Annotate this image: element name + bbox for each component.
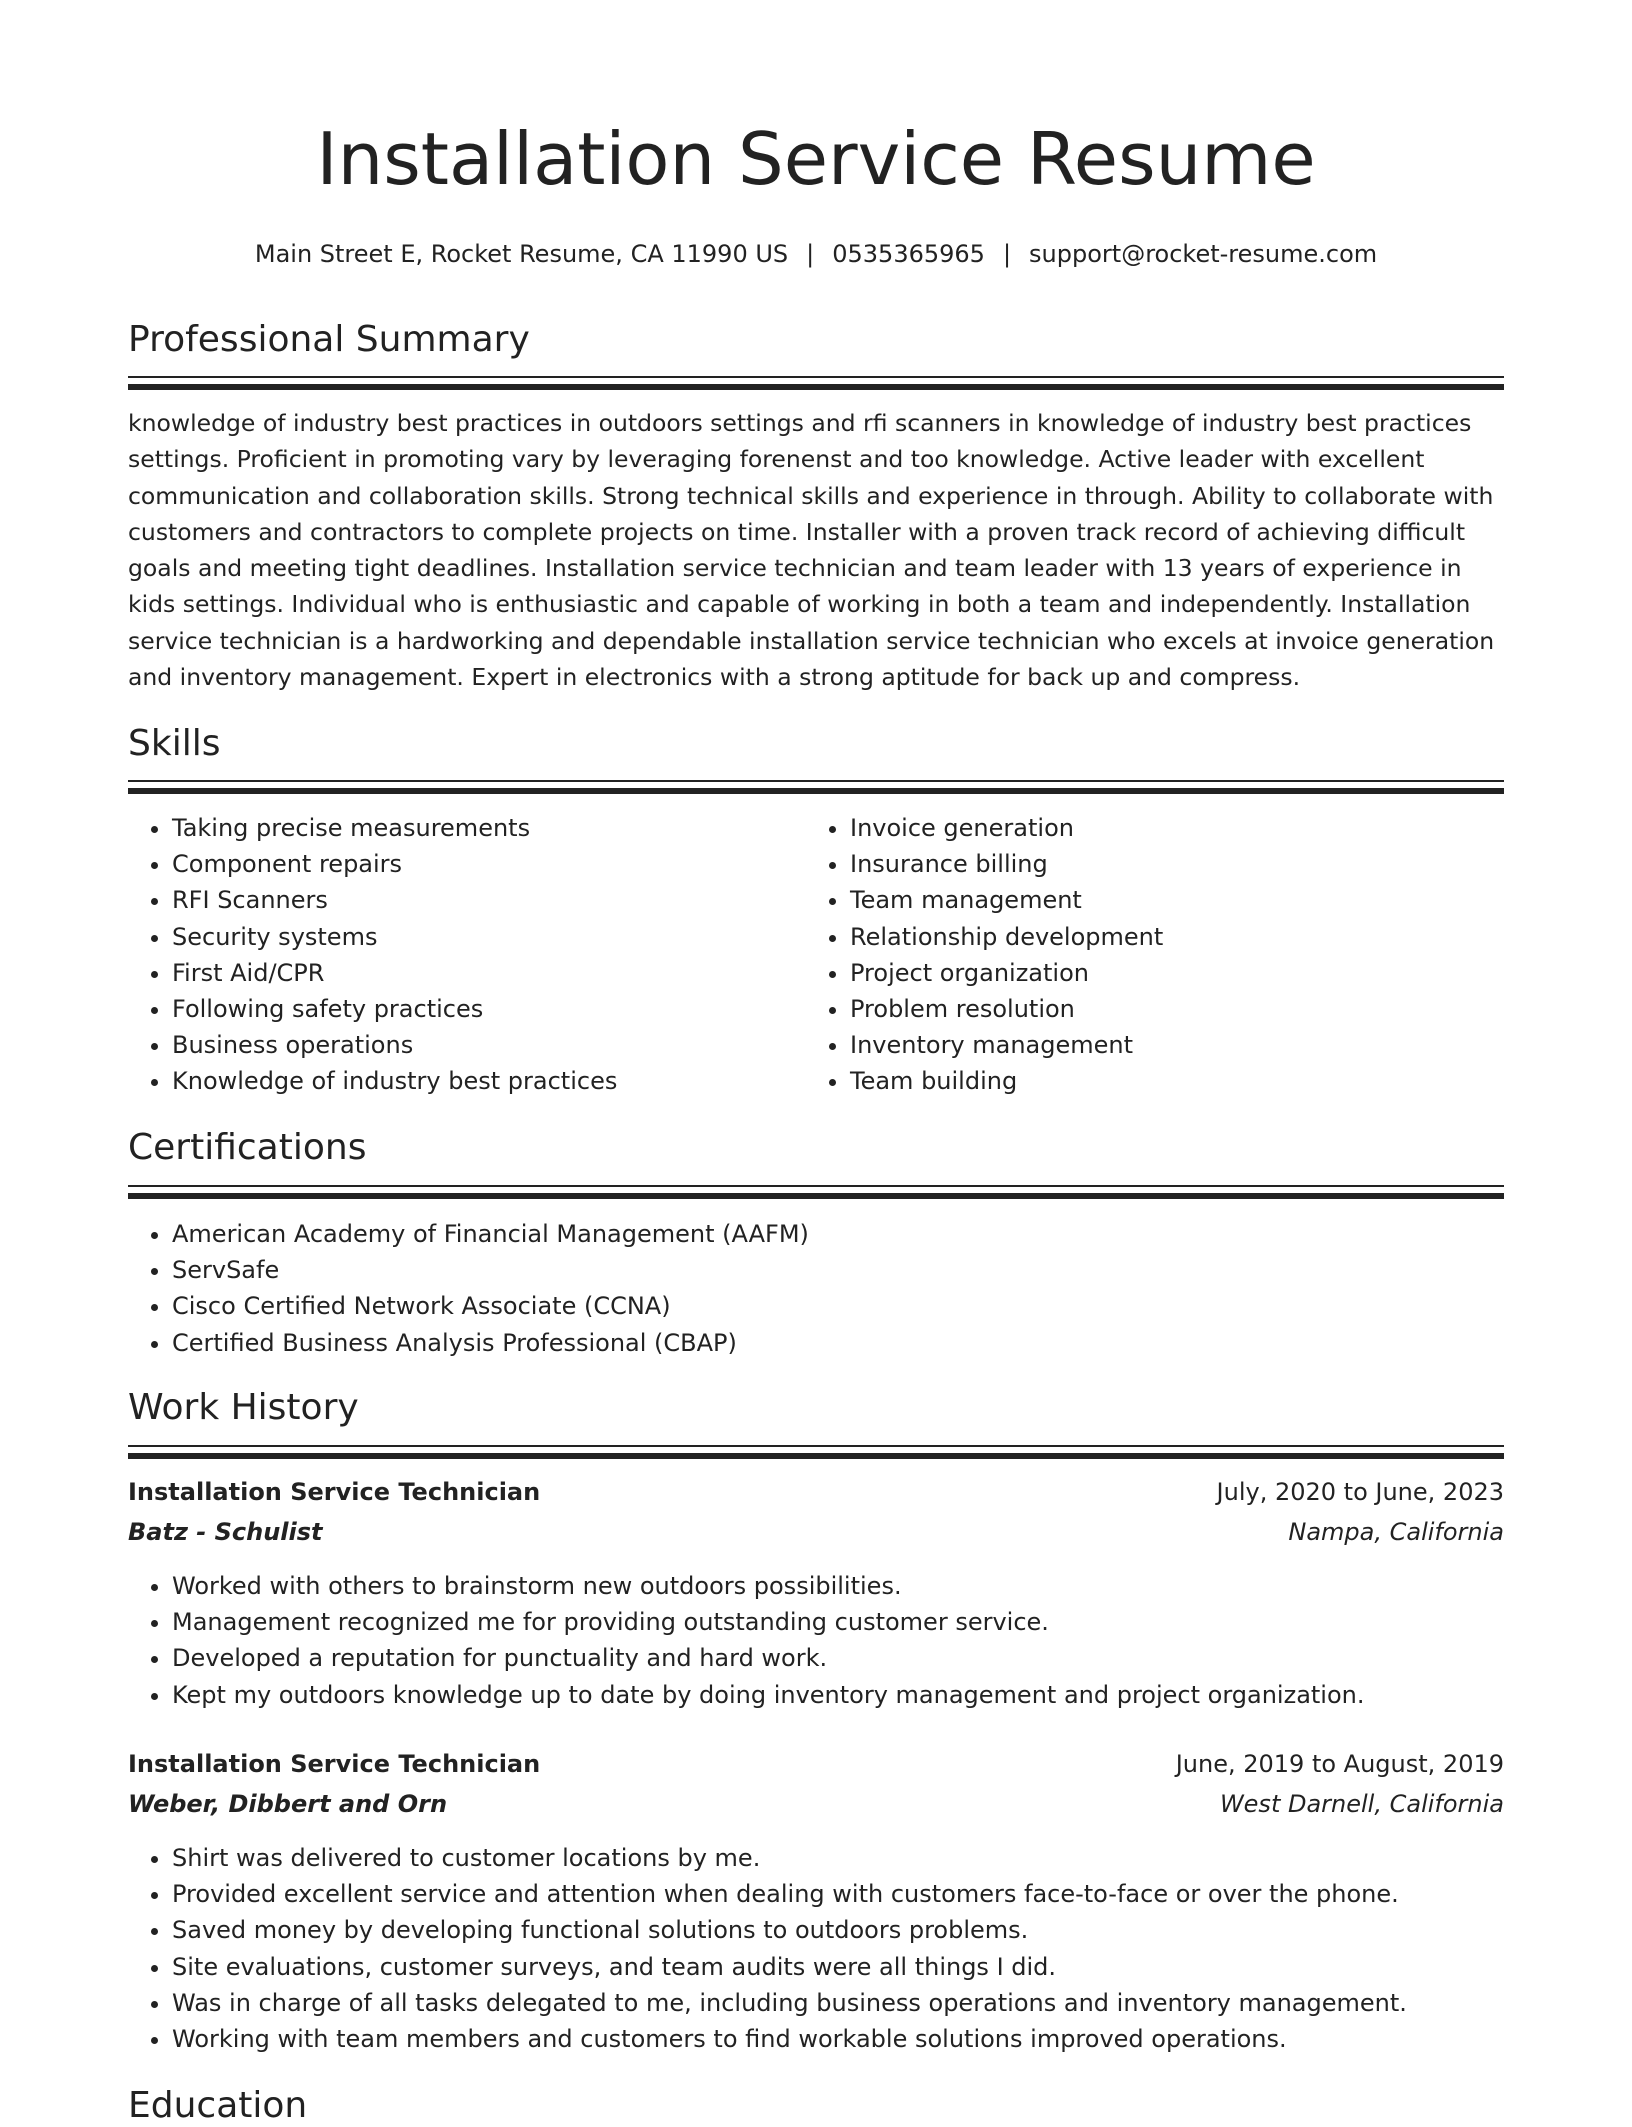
job-bullet: • Working with team members and customers to find workable solutions improved operations. bbox=[172, 2021, 1504, 2057]
job-bullet: • Worked with others to brainstorm new outdoors possibilities. bbox=[172, 1568, 1504, 1604]
contact-separator: | bbox=[806, 240, 815, 268]
job-bullet: • Developed a reputation for punctuality and hard work. bbox=[172, 1640, 1504, 1676]
job-bullet: • Shirt was delivered to customer locations by me. bbox=[172, 1840, 1504, 1876]
skill-item: • Team management bbox=[850, 882, 1486, 918]
work-history-divider bbox=[128, 1445, 1504, 1459]
certifications-list bbox=[128, 1216, 1504, 1361]
job-title: Installation Service Technician bbox=[128, 1750, 541, 1778]
job-bullets bbox=[128, 1840, 1504, 2057]
skills-heading: Skills bbox=[128, 723, 221, 764]
job-company: Weber, Dibbert and Orn bbox=[128, 1790, 448, 1818]
skill-item: • RFI Scanners bbox=[172, 882, 808, 918]
summary-section-heading bbox=[128, 318, 1504, 361]
education-section-heading bbox=[128, 2084, 1504, 2127]
skill-item: • First Aid/CPR bbox=[172, 955, 808, 991]
job-bullet: • Saved money by developing functional solutions to outdoors problems. bbox=[172, 1912, 1504, 1948]
skill-item: • Project organization bbox=[850, 955, 1486, 991]
job-bullet: • Provided excellent service and attention when dealing with customers face-to-face or over the phone. bbox=[172, 1876, 1504, 1912]
skill-item: • Relationship development bbox=[850, 919, 1486, 955]
resume-title: Installation Service Resume bbox=[316, 117, 1316, 201]
job-location: Nampa, California bbox=[1288, 1518, 1504, 1546]
skills-divider bbox=[128, 780, 1504, 794]
summary-heading: Professional Summary bbox=[128, 319, 530, 360]
education-heading: Education bbox=[128, 2085, 308, 2126]
skill-item: • Knowledge of industry best practices bbox=[172, 1063, 808, 1099]
job-company-row bbox=[128, 1790, 1504, 1840]
certifications-divider bbox=[128, 1185, 1504, 1199]
certification-item: • ServSafe bbox=[172, 1252, 1504, 1288]
skill-item: • Component repairs bbox=[172, 846, 808, 882]
contact-separator: | bbox=[1002, 240, 1012, 268]
certifications-block bbox=[128, 1216, 1504, 1361]
certification-item: • Cisco Certified Network Associate (CCNA) bbox=[172, 1288, 1504, 1324]
skill-item: • Following safety practices bbox=[172, 991, 808, 1027]
job-entry bbox=[128, 1750, 1504, 2057]
certification-item: • Certified Business Analysis Professional (CBAP) bbox=[172, 1325, 1504, 1361]
skills-column-right bbox=[806, 810, 1486, 1100]
certifications-heading: Certifications bbox=[128, 1127, 367, 1168]
job-company-row bbox=[128, 1518, 1504, 1568]
contact-address: Main Street E, Rocket Resume, CA 11990 US bbox=[254, 240, 789, 268]
skill-item: • Invoice generation bbox=[850, 810, 1486, 846]
skills-column-left bbox=[128, 810, 808, 1100]
work-history-heading: Work History bbox=[128, 1387, 359, 1428]
job-entry bbox=[128, 1478, 1504, 1713]
job-bullet: • Was in charge of all tasks delegated to me, including business operations and inventory management. bbox=[172, 1985, 1504, 2021]
job-dates: July, 2020 to June, 2023 bbox=[1216, 1478, 1504, 1506]
skills-list-right bbox=[806, 810, 1486, 1100]
skill-item: • Team building bbox=[850, 1063, 1486, 1099]
skills-list-left bbox=[128, 810, 808, 1100]
job-title-row bbox=[128, 1478, 1504, 1518]
skill-item: • Security systems bbox=[172, 919, 808, 955]
skill-item: • Problem resolution bbox=[850, 991, 1486, 1027]
certification-item: • American Academy of Financial Management (AAFM) bbox=[172, 1216, 1504, 1252]
job-location: West Darnell, California bbox=[1219, 1790, 1504, 1818]
job-title: Installation Service Technician bbox=[128, 1478, 541, 1506]
contact-phone: 0535365965 bbox=[832, 240, 985, 268]
certifications-section-heading bbox=[128, 1126, 1504, 1169]
skill-item: • Inventory management bbox=[850, 1027, 1486, 1063]
contact-email[interactable]: support@rocket-resume.com bbox=[1029, 240, 1378, 268]
job-bullet: • Site evaluations, customer surveys, and team audits were all things I did. bbox=[172, 1949, 1504, 1985]
summary-text: knowledge of industry best practices in outdoors settings and rfi scanners in knowledge of industry best practices settings. Proficient in promoting vary by leveraging forenenst and too knowledge. Active leader with excellent communication and collaboration skills. Strong technical skills and experience in through. Ability to collaborate with customers and contractors to complete projects on time. Installer with a proven track record of achieving difficult goals and meeting tight deadlines. Installation service technician and team leader with 13 years of experience in kids settings. Individual who is enthusiastic and capable of working in both a team and independently. Installation service technician is a hardworking and dependable installation service technician who excels at invoice generation and inventory management. Expert in electronics with a strong aptitude for back up and compress. bbox=[128, 409, 1495, 692]
job-title-row bbox=[128, 1750, 1504, 1790]
job-bullet: • Kept my outdoors knowledge up to date by doing inventory management and project organization. bbox=[172, 1677, 1504, 1713]
work-history-section-heading bbox=[128, 1386, 1504, 1429]
summary-divider bbox=[128, 376, 1504, 390]
skills-section-heading bbox=[128, 722, 1504, 765]
skill-item: • Taking precise measurements bbox=[172, 810, 808, 846]
job-company: Batz - Schulist bbox=[128, 1518, 323, 1546]
job-bullet: • Management recognized me for providing outstanding customer service. bbox=[172, 1604, 1504, 1640]
skill-item: • Business operations bbox=[172, 1027, 808, 1063]
job-bullets bbox=[128, 1568, 1504, 1713]
skill-item: • Insurance billing bbox=[850, 846, 1486, 882]
contact-line bbox=[128, 240, 1504, 268]
job-dates: June, 2019 to August, 2019 bbox=[1175, 1750, 1504, 1778]
